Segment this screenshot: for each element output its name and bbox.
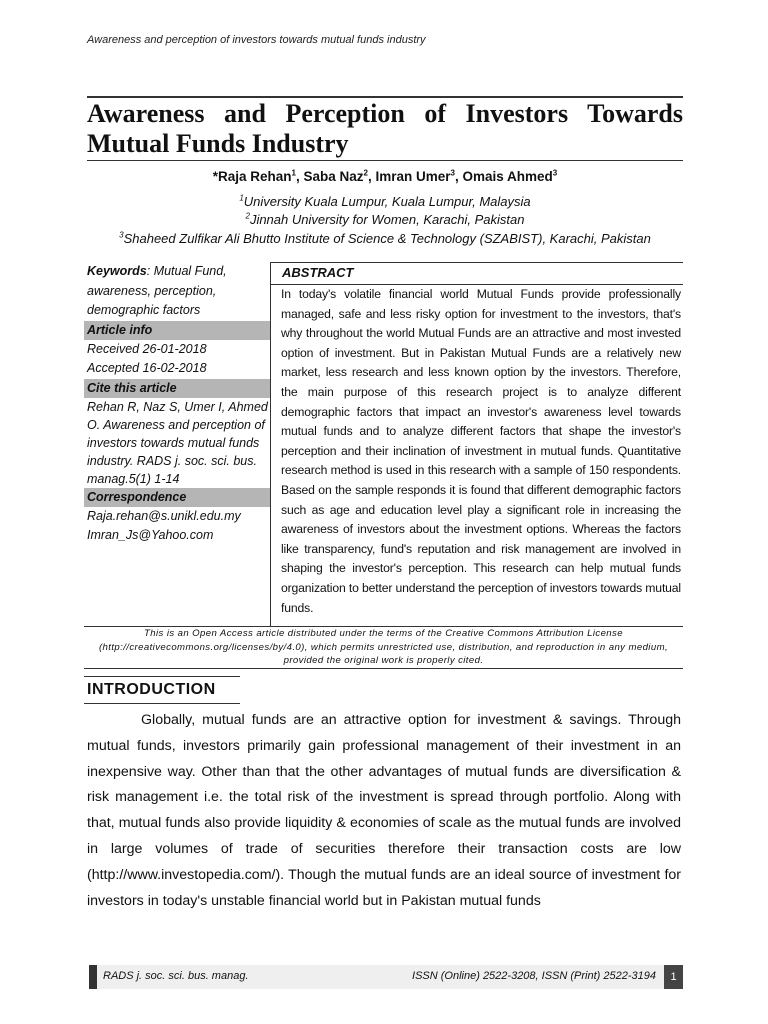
abstract-rule-top <box>271 262 683 263</box>
license-rule-bottom <box>84 668 683 669</box>
keywords-text: : Mutual Fund, awareness, perception, demographic factors <box>87 264 227 317</box>
abstract-text: In today's volatile financial world Mutual Funds provide professionally managed, safe and less risky option for investment to the investors, that's why throughout the world Mutual Funds are an attractive and most invested option of investment. But in Pakistan Mutual Funds are a relatively new market, less research and less known option by the investors. Therefore, the main purpose of this research project is to analyze different demographic factors that impact an investor's awareness level towards mutual funds and to analyze different factors that shape the investor's perception and their inclination of investment in mutual funds. Quantitative research method is used in this research with a sample of 150 respondents. Based on the sample responds it is found that different demographic factors such as age and education level play a significant role in increasing the awareness of investors about the investment options. Whereas the factors like transparency, fund's reputation and risk management are involved in shaping the investor's perception. This research can help mutual funds organization to better understand the perception of investors towards mutual funds. <box>281 287 681 615</box>
title-rule-bottom <box>87 160 683 161</box>
abstract-divider <box>270 262 271 626</box>
introduction-body <box>87 708 681 914</box>
author-name: *Raja Rehan <box>212 169 292 184</box>
affiliation-mark: 1 <box>239 193 244 203</box>
affiliation-text: Shaheed Zulfikar Ali Bhutto Institute of Science & Technology (SZABIST), Karachi, Pakistan <box>123 231 651 246</box>
license-notice: This is an Open Access article distributed under the terms of the Creative Commons Attribution License (http://creativecommons.org/licenses/by/4.0), which permits unrestricted use, distribution, and reproduction in any medium, provided the original work is properly cited. <box>98 628 669 666</box>
author-name: Imran Umer <box>375 169 451 184</box>
footer-journal: RADS j. soc. sci. bus. manag. <box>103 970 249 982</box>
abstract-heading: ABSTRACT <box>282 265 354 280</box>
affiliation <box>87 212 683 227</box>
keywords-label: Keywords <box>87 264 147 278</box>
author-name: Omais Ahmed <box>462 169 553 184</box>
author-affil-mark: 1 <box>291 168 296 178</box>
footer-accent <box>89 965 97 989</box>
author-affil-mark: 2 <box>363 168 368 178</box>
article-sidebar <box>84 262 270 546</box>
author-affil-mark: 3 <box>450 168 455 178</box>
paper-title: Awareness and Perception of Investors Towards Mutual Funds Industry <box>87 99 683 158</box>
affiliation <box>87 194 683 209</box>
author-list: *Raja Rehan$^1$, Saba Naz$^2$, Imran Umer$^3$, Omais Ahmed$^3$ <box>212 168 558 184</box>
citation-text: Rehan R, Naz S, Umer I, Ahmed O. Awareness and perception of investors towards mutual funds industry. RADS j. soc. sci. bus. manag.5(1) 1-14 <box>87 399 268 486</box>
accepted-date: Accepted 16-02-2018 <box>87 361 207 375</box>
correspondence-heading: Correspondence <box>84 488 270 507</box>
introduction-paragraph: Globally, mutual funds are an attractive option for investment & savings. Through mutual funds, investors primarily gain professional management of their investment in an inexpensive way. Other than that the other advantages of mutual funds are diversification & risk management i.e. the total risk of the investment is spread through portfolio. Along with that, mutual funds also provide liquidity & economies of scale as the mutual funds are involved in large volumes of trade of securities therefore their transaction costs are low (http://www.investopedia.com/). Though the mutual funds are an ideal source of investment for investors in today's unstable financial world but in Pakistan mutual funds <box>87 712 681 909</box>
affiliation <box>87 231 683 246</box>
introduction-heading: INTRODUCTION <box>84 676 240 704</box>
author-name: Saba Naz <box>303 169 364 184</box>
footer-issn: ISSN (Online) 2522-3208, ISSN (Print) 2522-3194 <box>412 970 656 982</box>
affiliation-text: University Kuala Lumpur, Kuala Lumpur, Malaysia <box>243 194 531 209</box>
page-number: 1 <box>664 965 683 989</box>
received-date: Received 26-01-2018 <box>87 341 207 356</box>
correspondence-email[interactable]: Imran_Js@Yahoo.com <box>87 528 214 542</box>
affiliation-text: Jinnah University for Women, Karachi, Pakistan <box>249 212 525 227</box>
affiliation-mark: 3 <box>119 230 124 240</box>
author-affil-mark: 3 <box>552 168 558 178</box>
title-rule-top <box>87 96 683 98</box>
article-info-heading: Article info <box>84 321 270 340</box>
cite-heading: Cite this article <box>84 379 270 398</box>
running-head: Awareness and perception of investors towards mutual funds industry <box>87 34 426 46</box>
keywords-block <box>84 262 270 321</box>
correspondence-email[interactable]: Raja.rehan@s.unikl.edu.my <box>87 508 241 523</box>
affiliation-mark: 2 <box>245 211 250 221</box>
